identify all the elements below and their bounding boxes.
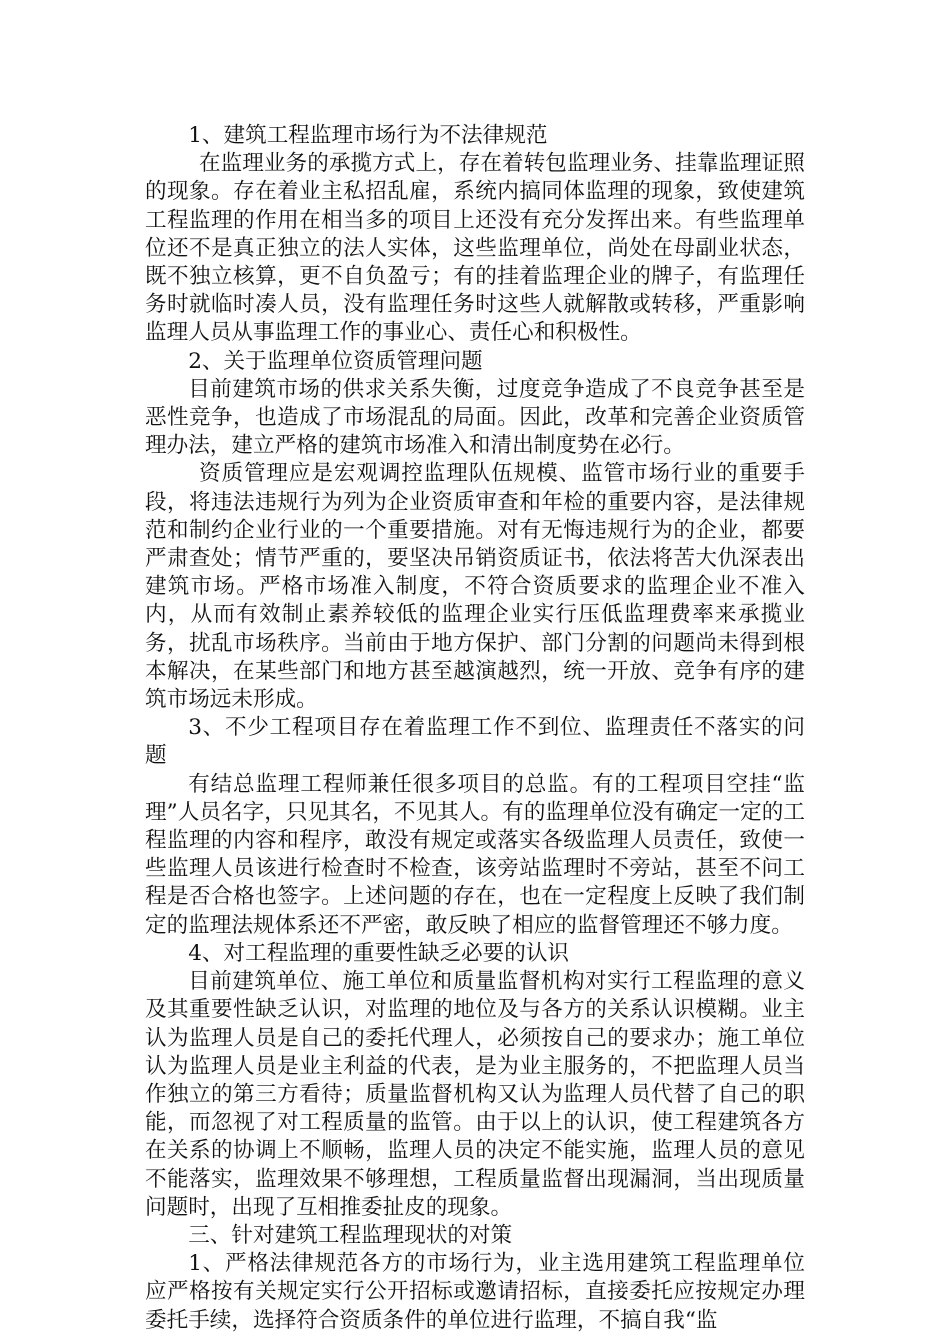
body-paragraph: 目前建筑单位、施工单位和质量监督机构对实行工程监理的意义及其重要性缺乏认识，对监理的地位及与各方的关系认识模糊。业主认为监理人员是自己的委托代理人，必须按自己的要求办；施工单位认为监理人员是业主利益的代表，是为业主服务的，不把监理人员当作独立的第三方看待；质量监督机构又认为监理人员代替了自己的职能，而忽视了对工程质量的监管。由于以上的认识，使工程建筑各方在关系的协调上不顺畅，监理人员的决定不能实施，监理人员的意见不能落实，监理效果不够理想，工程质量监督出现漏洞，当出现质量问题时，出现了互相推委扯皮的现象。 (145, 969, 805, 1220)
chapter-heading: 三、针对建筑工程监理现状的对策 (188, 1222, 513, 1248)
section-heading: 2、关于监理单位资质管理问题 (188, 348, 483, 374)
body-paragraph: 在监理业务的承揽方式上，存在着转包监理业务、挂靠监理证照的现象。存在着业主私招乱雇，系统内搞同体监理的现象，致使建筑工程监理的作用在相当多的项目上还没有充分发挥出来。有些监理单位还不是真正独立的法人实体，这些监理单位，尚处在母副业状态，既不独立核算，更不自负盈亏；有的挂着监理企业的牌子，有监理任务时就临时凑人员，没有监理任务时这些人就解散或转移，严重影响监理人员从事监理工作的事业心、责任心和积极性。 (145, 151, 805, 346)
body-paragraph: 目前建筑市场的供求关系失衡，过度竞争造成了不良竞争甚至是恶性竞争，也造成了市场混乱的局面。因此，改革和完善企业资质管理办法，建立严格的建筑市场准入和清出制度势在必行。 (145, 376, 805, 459)
body-paragraph: 1、严格法律规范各方的市场行为，业主选用建筑工程监理单位应严格按有关规定实行公开招标或邀请招标，直接委托应按规定办理委托手续，选择符合资质条件的单位进行监理，不搞自我“监 (145, 1251, 805, 1333)
body-paragraph: 资质管理应是宏观调控监理队伍规模、监管市场行业的重要手段，将违法违规行为列为企业资质审查和年检的重要内容，是法律规范和制约企业行业的一个重要措施。对有无悔违规行为的企业，都要严肃查处；情节严重的，要坚决吊销资质证书，依法将苦大仇深表出建筑市场。严格市场准入制度，不符合资质要求的监理企业不准入内，从而有效制止素养较低的监理企业实行压低监理费率来承揽业务，扰乱市场秩序。当前由于地方保护、部门分割的问题尚未得到根本解决，在某些部门和地方甚至越演越烈，统一开放、竞争有序的建筑市场远未形成。 (145, 461, 805, 713)
section-heading: 1、建筑工程监理市场行为不法律规范 (188, 123, 548, 148)
document-body (145, 122, 805, 1335)
section-heading: 4、对工程监理的重要性缺乏必要的认识 (188, 940, 570, 966)
body-paragraph: 有结总监理工程师兼任很多项目的总监。有的工程项目空挂“监理”人员名字，只见其名，不见其人。有的监理单位没有确定一定的工程监理的内容和程序，敢没有规定或落实各级监理人员责任，致使一些监理人员该进行检查时不检查，该旁站监理时不旁站，甚至不问工程是否合格也签字。上述问题的存在，也在一定程度上反映了我们制定的监理法规体系还不严密，敢反映了相应的监督管理还不够力度。 (145, 771, 805, 938)
section-heading: 3、不少工程项目存在着监理工作不到位、监理责任不落实的问题 (145, 715, 805, 769)
